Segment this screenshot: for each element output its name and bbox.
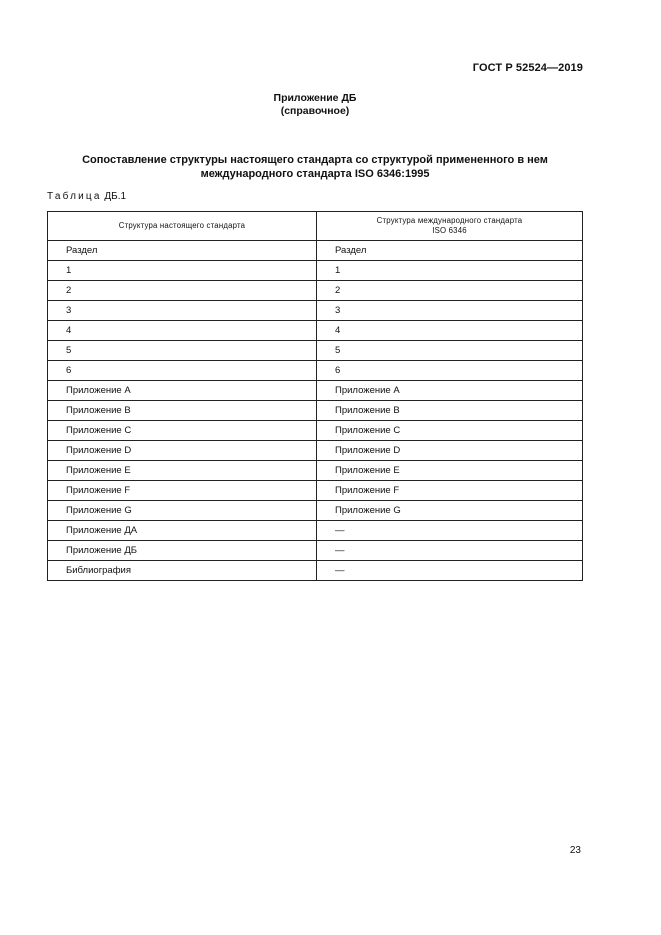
cell-current-standard: Приложение ДА [48, 521, 317, 541]
cell-international-standard: — [317, 561, 583, 581]
cell-current-standard: Приложение ДБ [48, 541, 317, 561]
table-row [48, 441, 583, 461]
header-international-line-2: ISO 6346 [432, 226, 467, 235]
cell-current-standard: 1 [48, 261, 317, 281]
cell-international-standard: 2 [317, 281, 583, 301]
appendix-subtitle: (справочное) [280, 105, 350, 117]
cell-international-standard: 3 [317, 301, 583, 321]
comparison-title [0, 153, 630, 181]
cell-international-standard: 4 [317, 321, 583, 341]
header-international-line-1: Структура международного стандарта [376, 216, 523, 225]
cell-current-standard: 6 [48, 361, 317, 381]
cell-current-standard: 3 [48, 301, 317, 321]
cell-current-standard: Приложение А [48, 381, 317, 401]
cell-international-standard: — [317, 541, 583, 561]
header-current-standard: Структура настоящего стандарта [48, 212, 317, 241]
cell-international-standard: 1 [317, 261, 583, 281]
table-row [48, 401, 583, 421]
table-row [48, 361, 583, 381]
table-row [48, 341, 583, 361]
cell-current-standard: Приложение F [48, 481, 317, 501]
table-row [48, 501, 583, 521]
cell-international-standard: 5 [317, 341, 583, 361]
table-row [48, 561, 583, 581]
header-international-standard [317, 212, 583, 241]
table-row [48, 301, 583, 321]
table-row [48, 241, 583, 261]
table-row [48, 381, 583, 401]
table-caption-prefix: Таблица [47, 191, 102, 202]
cell-international-standard: Приложение D [317, 441, 583, 461]
table-caption [47, 191, 126, 202]
table-row [48, 521, 583, 541]
cell-international-standard: 6 [317, 361, 583, 381]
table-row [48, 421, 583, 441]
cell-current-standard: Приложение G [48, 501, 317, 521]
cell-international-standard: Приложение С [317, 421, 583, 441]
table-header-row [48, 212, 583, 241]
cell-current-standard: 5 [48, 341, 317, 361]
cell-current-standard: 4 [48, 321, 317, 341]
appendix-title: Приложение ДБ [273, 92, 357, 104]
structure-comparison-table [47, 211, 583, 581]
table-row [48, 461, 583, 481]
cell-international-standard: Приложение G [317, 501, 583, 521]
table-row [48, 541, 583, 561]
table-row [48, 281, 583, 301]
table-row [48, 321, 583, 341]
cell-international-standard: Приложение F [317, 481, 583, 501]
cell-current-standard: Приложение D [48, 441, 317, 461]
cell-current-standard: Приложение В [48, 401, 317, 421]
table-body [48, 241, 583, 581]
table-caption-number: ДБ.1 [104, 191, 127, 202]
appendix-heading [0, 92, 630, 118]
cell-current-standard: Раздел [48, 241, 317, 261]
cell-current-standard: Приложение Е [48, 461, 317, 481]
cell-international-standard: Приложение В [317, 401, 583, 421]
page-number: 23 [569, 845, 581, 856]
comparison-title-line-1: Сопоставление структуры настоящего стандарта со структурой примененного в нем [82, 154, 548, 166]
cell-current-standard: 2 [48, 281, 317, 301]
cell-current-standard: Библиография [48, 561, 317, 581]
cell-international-standard: Приложение А [317, 381, 583, 401]
table-row [48, 481, 583, 501]
comparison-title-line-2: международного стандарта ISO 6346:1995 [200, 168, 430, 180]
document-code: ГОСТ Р 52524—2019 [472, 62, 583, 74]
cell-current-standard: Приложение С [48, 421, 317, 441]
cell-international-standard: Раздел [317, 241, 583, 261]
table-row [48, 261, 583, 281]
cell-international-standard: — [317, 521, 583, 541]
cell-international-standard: Приложение Е [317, 461, 583, 481]
